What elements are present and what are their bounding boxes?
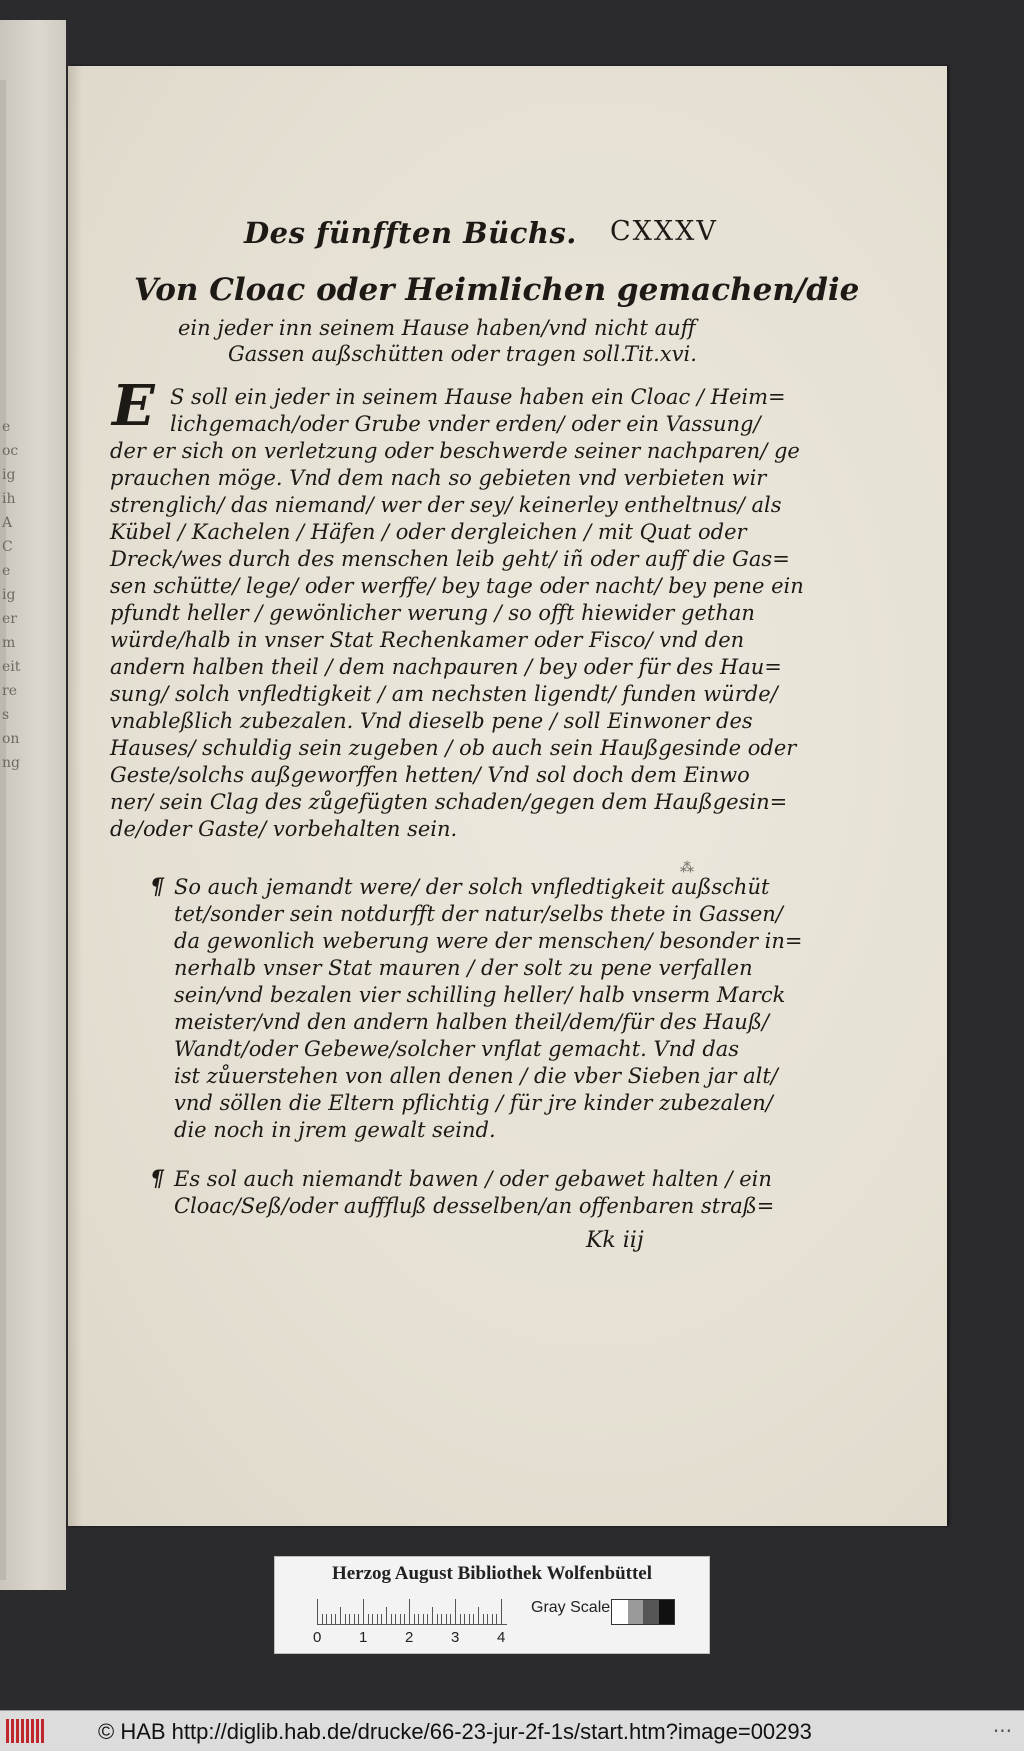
left-fragment: A [2, 515, 13, 531]
text-line: würde/halb in vnser Stat Rechenkamer oder Fisco/ vnd den [110, 628, 745, 652]
ruler-number: 2 [405, 1629, 414, 1646]
paragraph-1 [110, 384, 804, 843]
paragraph-3 [150, 1166, 775, 1220]
text-line: ist zůuerstehen von allen denen / die vber Sieben jar alt/ [174, 1064, 778, 1088]
paragraph-2 [150, 874, 803, 1144]
left-fragment: oc [2, 443, 19, 459]
book-page [68, 66, 947, 1526]
ruler-number: 3 [451, 1629, 460, 1646]
text-line-body: Es sol auch niemandt bawen / oder gebawet halten / ein [174, 1167, 772, 1191]
left-fragment: ng [2, 755, 20, 771]
ruler-tick [418, 1614, 419, 1625]
ruler-tick [326, 1614, 327, 1625]
grayscale-step [628, 1600, 644, 1624]
ruler-tick [455, 1599, 456, 1625]
left-fragment: eit [2, 659, 21, 675]
text-line: de/oder Gaste/ vorbehalten sein. [110, 817, 458, 841]
text-line: pfundt heller / gewönlicher werung / so offt hiewider gethan [110, 601, 755, 625]
left-page-text-fragments [0, 415, 24, 775]
folio-number: CXXXV [610, 216, 718, 247]
ruler-tick [432, 1607, 433, 1625]
ruler-tick [437, 1614, 438, 1625]
pilcrow-mark: ¶ [150, 1166, 164, 1192]
text-line: lichgemach/oder Grube vnder erden/ oder ein Vassung/ [170, 412, 761, 436]
footer-bar [0, 1710, 1024, 1751]
text-line: nerhalb vnser Stat mauren / der solt zu pene verfallen [174, 956, 753, 980]
ruler-tick [404, 1614, 405, 1625]
chapter-heading-line-1: Von Cloac oder Heimlichen gemachen/die [134, 272, 860, 308]
ruler-tick [340, 1607, 341, 1625]
left-fragment: e [2, 563, 11, 579]
ruler-tick [427, 1614, 428, 1625]
text-line: tet/sonder sein notdurfft der natur/selbs thete in Gassen/ [174, 902, 783, 926]
color-reference-card [274, 1556, 710, 1654]
left-fragment: ig [2, 467, 16, 483]
ruler-tick [478, 1607, 479, 1625]
text-line: andern halben theil / dem nachpauren / bey oder für des Hau= [110, 655, 782, 679]
chapter-heading-line-2: ein jeder inn seinem Hause haben/vnd nicht auff [178, 316, 696, 340]
left-fragment: s [2, 707, 10, 723]
left-fragment: C [2, 539, 13, 555]
text-line: meister/vnd den andern halben theil/dem/für des Hauß/ [174, 1010, 769, 1034]
ruler-number: 0 [313, 1629, 322, 1646]
ruler-tick [501, 1599, 502, 1625]
ruler-tick [496, 1614, 497, 1625]
ruler-tick [377, 1614, 378, 1625]
text-line: prauchen möge. Vnd dem nach so gebieten vnd verbieten wir [110, 466, 767, 490]
left-fragment: er [2, 611, 17, 627]
text-line: vnd söllen die Eltern pflichtig / für jre kinder zubezalen/ [174, 1091, 773, 1115]
ruler-tick [372, 1614, 373, 1625]
text-line [150, 1166, 770, 1193]
left-fragment: re [2, 683, 17, 699]
text-line: Cloac/Seß/oder aufffluß desselben/an offenbaren straß= [174, 1194, 775, 1218]
text-line: ner/ sein Clag des zůgefügten schaden/gegen dem Haußgesin= [110, 790, 788, 814]
ruler-tick [335, 1614, 336, 1625]
left-fragment: e [2, 419, 11, 435]
ruler-tick [473, 1614, 474, 1625]
left-page-edge [0, 80, 6, 1580]
ruler-tick [363, 1599, 364, 1625]
ruler-tick [386, 1607, 387, 1625]
chapter-title-number: Tit.xvi. [624, 342, 697, 366]
library-name: Herzog August Bibliothek Wolfenbüttel [331, 1563, 653, 1584]
decorated-initial: E [112, 373, 155, 439]
left-fragment: ih [2, 491, 16, 507]
copyright-link[interactable]: © HAB http://diglib.hab.de/drucke/66-23-jur-2f-1s/start.htm?image=00293 [98, 1719, 812, 1744]
text-line: vnableßlich zubezalen. Vnd dieselb pene / soll Einwoner des [110, 709, 753, 733]
text-line: der er sich on verletzung oder beschwerde seiner nachparen/ ge [110, 439, 800, 463]
page-gutter-shadow [68, 66, 82, 1526]
ruler-tick [446, 1614, 447, 1625]
grayscale-step [612, 1600, 628, 1624]
chapter-heading-line-3: Gassen außschütten oder tragen soll. [228, 342, 627, 366]
scale-ruler [317, 1597, 507, 1625]
ruler-number: 4 [497, 1629, 506, 1646]
text-line: strenglich/ das niemand/ wer der sey/ keinerley entheltnus/ als [110, 493, 782, 517]
left-fragment: m [2, 635, 16, 651]
ruler-tick [450, 1614, 451, 1625]
ruler-tick [414, 1614, 415, 1625]
ruler-tick [423, 1614, 424, 1625]
text-line: sein/vnd bezalen vier schilling heller/ halb vnserm Marck [174, 983, 786, 1007]
more-options-icon[interactable]: ··· [992, 1719, 1012, 1743]
ruler-tick [345, 1614, 346, 1625]
ruler-number: 1 [359, 1629, 368, 1646]
text-line: die noch in jrem gewalt seind. [174, 1118, 496, 1142]
ruler-tick [492, 1614, 493, 1625]
text-line: Wandt/oder Gebewe/solcher vnflat gemacht. Vnd das [174, 1037, 740, 1061]
ruler-tick [395, 1614, 396, 1625]
text-line: sung/ solch vnfledtigkeit / am nechsten ligendt/ funden würde/ [110, 682, 778, 706]
text-line: da gewonlich weberung were der menschen/ besonder in= [174, 929, 803, 953]
ruler-tick [483, 1614, 484, 1625]
grayscale-step [643, 1600, 659, 1624]
pilcrow-mark: ¶ [150, 874, 164, 900]
ruler-tick [441, 1614, 442, 1625]
barcode-icon [6, 1719, 44, 1743]
ruler-tick [464, 1614, 465, 1625]
text-line: Kübel / Kachelen / Häfen / oder dergleichen / mit Quat oder [110, 520, 747, 544]
ruler-tick [368, 1614, 369, 1625]
stray-ink-mark: ⁂ [680, 860, 694, 876]
text-line [150, 874, 770, 901]
grayscale-swatch [611, 1599, 675, 1625]
left-facing-page [0, 20, 66, 1590]
ruler-tick [381, 1614, 382, 1625]
ruler-tick [391, 1614, 392, 1625]
ruler-tick [400, 1614, 401, 1625]
ruler-tick [469, 1614, 470, 1625]
signature-mark: Kk iij [586, 1228, 644, 1253]
text-line-body: So auch jemandt were/ der solch vnfledtigkeit außschüt [174, 875, 770, 899]
grayscale-label: Gray Scale [531, 1599, 611, 1616]
left-fragment: on [2, 731, 20, 747]
ruler-tick [331, 1614, 332, 1625]
ruler-tick [460, 1614, 461, 1625]
text-line: Dreck/wes durch des menschen leib geht/ iñ oder auff die Gas= [110, 547, 790, 571]
text-line: sen schütte/ lege/ oder werffe/ bey tage oder nacht/ bey pene ein [110, 574, 804, 598]
ruler-tick [354, 1614, 355, 1625]
ruler-tick [322, 1614, 323, 1625]
left-fragment: ig [2, 587, 16, 603]
ruler-tick [487, 1614, 488, 1625]
ruler-tick [409, 1599, 410, 1625]
text-line: S soll ein jeder in seinem Hause haben ein Cloac / Heim= [170, 385, 786, 409]
running-head: Des fünfften Büchs. [244, 216, 577, 250]
ruler-tick [358, 1614, 359, 1625]
ruler-tick [349, 1614, 350, 1625]
grayscale-step [659, 1600, 675, 1624]
text-line: Geste/solchs außgeworffen hetten/ Vnd sol doch dem Einwo [110, 763, 750, 787]
text-line: Hauses/ schuldig sein zugeben / ob auch sein Haußgesinde oder [110, 736, 797, 760]
ruler-tick [317, 1599, 318, 1625]
